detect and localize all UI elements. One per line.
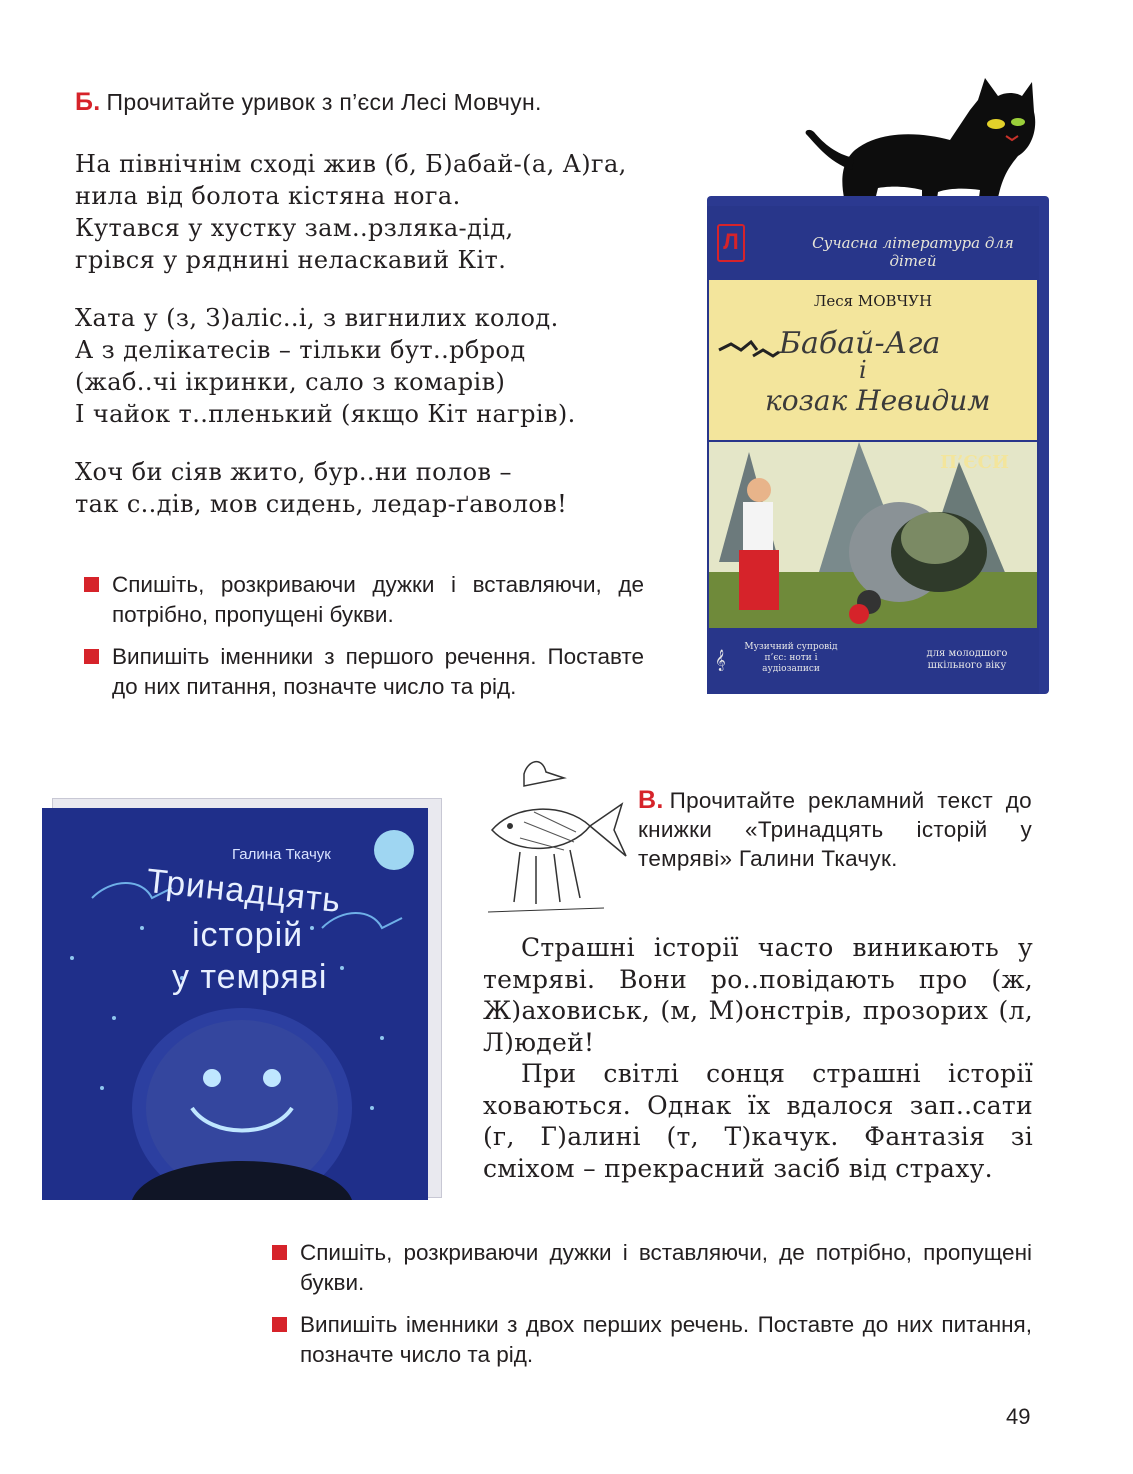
book1-title-panel bbox=[709, 280, 1037, 440]
bullet-square-icon bbox=[84, 649, 99, 664]
book2-title-line3: у темряві bbox=[172, 958, 328, 996]
book2-cover-face bbox=[42, 808, 428, 1200]
book1-title-line3: козак Невидим bbox=[765, 384, 991, 417]
poem-line: Кутався у хустку зам..рзляка-дід, bbox=[75, 214, 514, 242]
poem-stanza-2 bbox=[75, 302, 715, 430]
book2-title-line1: Тринадцять bbox=[144, 861, 343, 921]
book2-author: Галина Ткачук bbox=[232, 846, 331, 863]
poem-line: Хоч би сіяв жито, бур..ни полов – bbox=[75, 458, 512, 486]
task-b-bullet: Випишіть іменники з першого речення. Поставте до них питання, позначте число та рід. bbox=[80, 642, 644, 702]
book1-title-line2: і bbox=[859, 356, 867, 384]
poem-line: А з делікатесів – тільки бут..рброд bbox=[75, 336, 526, 364]
task-v-letter: В. bbox=[638, 786, 664, 814]
book1-footer bbox=[709, 630, 1037, 692]
poem bbox=[75, 148, 715, 546]
book1-author: Леся МОВЧУН bbox=[813, 292, 933, 310]
task-v-paragraph: Страшні історії часто виникають у темряві. Вони ро..повідають про (ж, Ж)аховиськ, (м, М)онстрів, прозорих (л, Л)юдей! bbox=[483, 933, 1033, 1057]
page-number: 49 bbox=[1006, 1404, 1031, 1429]
bullet-square-icon bbox=[272, 1245, 287, 1260]
book2-illustration bbox=[42, 808, 428, 1200]
task-b-heading bbox=[75, 88, 542, 116]
poem-line: так с..дів, мов сидень, ледар-ґаволов! bbox=[75, 490, 568, 518]
book1-series-banner: Сучасна література для дітей bbox=[812, 234, 1014, 270]
book-cover-trynadtsiat-istorii bbox=[38, 798, 442, 1202]
book1-genre: П’ЄСИ bbox=[940, 452, 1009, 473]
poem-line: На північнім сході жив (б, Б)абай-(а, А)га, bbox=[75, 150, 627, 178]
task-v-text bbox=[483, 932, 1033, 1184]
task-v-bullet: Спишіть, розкриваючи дужки і вставляючи, де потрібно, пропущені букви. bbox=[268, 1238, 1032, 1298]
task-b-bullets bbox=[80, 570, 644, 714]
book1-footer-left: Музичний супровід п’єс: ноти і аудіозаписи bbox=[744, 642, 838, 674]
book1-title-line1: Бабай-Ага bbox=[779, 326, 941, 361]
book-cover-face bbox=[707, 206, 1039, 694]
poem-stanza-1 bbox=[75, 148, 715, 276]
poem-line: (жаб..чі ікринки, сало з комарів) bbox=[75, 368, 506, 396]
book-cover-babai-aga bbox=[707, 196, 1049, 694]
birds-icon bbox=[717, 336, 781, 364]
poem-line: Хата у (з, З)аліс..і, з вигнилих колод. bbox=[75, 304, 559, 332]
music-note-icon: 𝄞 bbox=[715, 650, 726, 670]
book1-footer-right: для молодшого шкільного віку bbox=[926, 648, 1008, 671]
fish-with-hat-illustration bbox=[484, 752, 634, 918]
poem-stanza-3 bbox=[75, 456, 715, 520]
poem-line: І чайок т..пленький (якщо Кіт нагрів). bbox=[75, 400, 576, 428]
task-b-heading-text: Прочитайте уривок з п’єси Лесі Мовчун. bbox=[106, 89, 542, 115]
bullet-square-icon bbox=[84, 577, 99, 592]
task-b-bullet: Спишіть, розкриваючи дужки і вставляючи, де потрібно, пропущені букви. bbox=[80, 570, 644, 630]
poem-line: нила від болота кістяна нога. bbox=[75, 182, 461, 210]
task-v-bullet: Випишіть іменники з двох перших речень. Поставте до них питання, позначте число та рід. bbox=[268, 1310, 1032, 1370]
book1-illustration bbox=[709, 442, 1037, 628]
task-v-heading-text: Прочитайте рекламний текст до книжки «Тринадцять історій у темряві» Галини Ткачук. bbox=[638, 788, 1032, 871]
task-b-letter: Б. bbox=[75, 88, 101, 116]
task-v-bullets bbox=[268, 1238, 1032, 1382]
task-v-paragraph: При світлі сонця страшні історії ховаються. Однак їх вдалося зап..сати (г, Г)алині (т, Т)качук. Фантазія зі сміхом – прекрасний засіб від страху. bbox=[483, 1059, 1033, 1183]
publisher-logo: Л bbox=[717, 224, 747, 272]
bullet-square-icon bbox=[272, 1317, 287, 1332]
poem-line: грівся у ряднині неласкавий Кіт. bbox=[75, 246, 507, 274]
task-v-heading bbox=[638, 786, 1032, 873]
book2-title-line2: історій bbox=[192, 916, 304, 954]
